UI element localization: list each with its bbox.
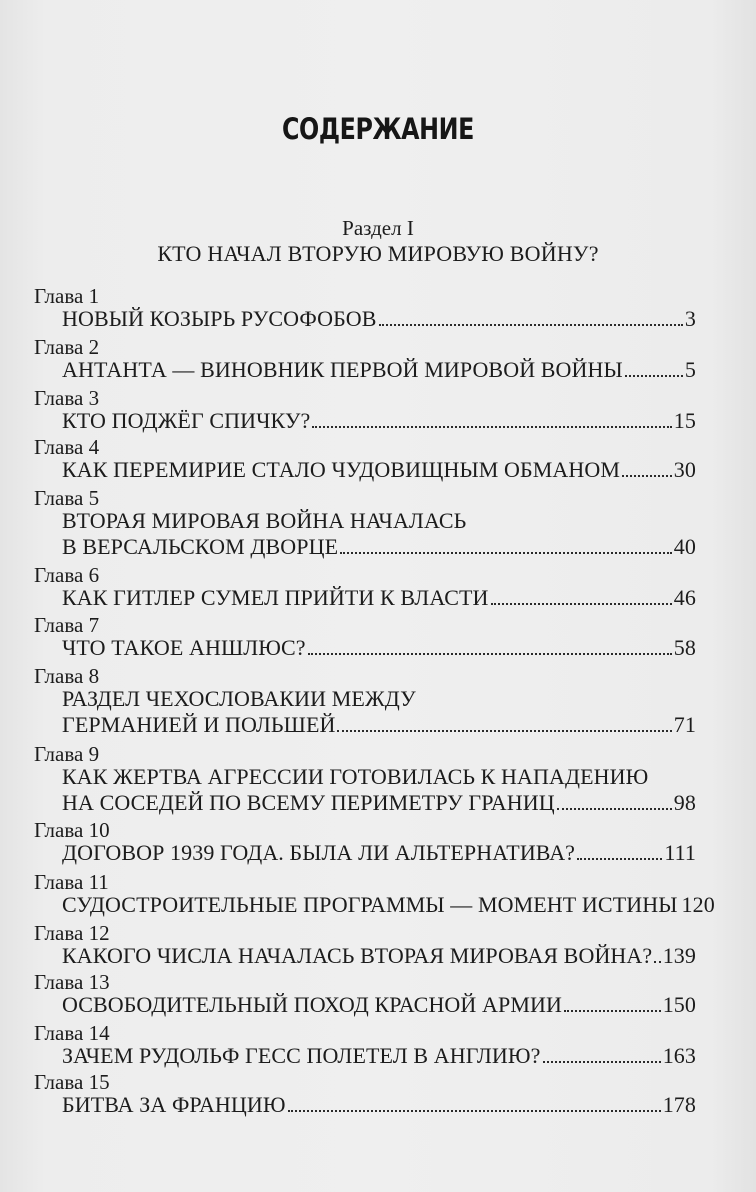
page-number: 40 (673, 534, 696, 559)
toc-entry[interactable] (62, 408, 696, 434)
chapter-label: Глава 9 (34, 742, 100, 766)
chapter-label: Глава 14 (34, 1021, 110, 1045)
page-number: 5 (684, 357, 696, 382)
chapter-title: КТО ПОДЖЁГ СПИЧКУ? (62, 408, 311, 433)
chapter-title: КАК ЖЕРТВА АГРЕССИИ ГОТОВИЛАСЬ К НАПАДЕНИЮ (62, 764, 649, 789)
page-number: 15 (673, 408, 696, 433)
toc-entry[interactable] (62, 1043, 696, 1069)
chapter-title: НОВЫЙ КОЗЫРЬ РУСОФОБОВ (62, 306, 377, 331)
chapter-title: КАК ПЕРЕМИРИЕ СТАЛО ЧУДОВИЩНЫМ ОБМАНОМ (62, 457, 620, 482)
chapter-title: ВТОРАЯ МИРОВАЯ ВОЙНА НАЧАЛАСЬ (62, 508, 467, 533)
dot-leader (312, 425, 671, 428)
toc-entry[interactable] (62, 508, 696, 560)
chapter-title: ЧТО ТАКОЕ АНШЛЮС? (62, 635, 306, 660)
dot-leader (622, 474, 672, 477)
chapter-title: РАЗДЕЛ ЧЕХОСЛОВАКИИ МЕЖДУ (62, 686, 416, 711)
toc-entry[interactable] (62, 892, 715, 918)
toc-entry[interactable] (62, 1092, 696, 1118)
toc-entry[interactable] (62, 457, 696, 483)
toc-entry[interactable] (62, 635, 696, 661)
chapter-label: Глава 3 (34, 386, 100, 410)
page-number: 163 (662, 1043, 696, 1068)
dot-leader (337, 729, 671, 732)
toc-entry[interactable] (62, 992, 696, 1018)
toc-entry[interactable] (62, 306, 696, 332)
chapter-title: КАКОГО ЧИСЛА НАЧАЛАСЬ ВТОРАЯ МИРОВАЯ ВОЙНА? (62, 943, 653, 968)
chapter-label: Глава 5 (34, 486, 100, 510)
chapter-title: СУДОСТРОИТЕЛЬНЫЕ ПРОГРАММЫ — МОМЕНТ ИСТИНЫ (62, 892, 678, 917)
toc-entry[interactable] (62, 357, 696, 383)
page-number: 58 (673, 635, 696, 660)
page-number: 3 (684, 306, 696, 331)
chapter-label: Глава 11 (34, 870, 109, 894)
toc-entry[interactable] (62, 840, 696, 866)
chapter-title: ЗАЧЕМ РУДОЛЬФ ГЕСС ПОЛЕТЕЛ В АНГЛИЮ? (62, 1043, 541, 1068)
section-label: Раздел I (342, 216, 414, 240)
page-number: 30 (673, 457, 696, 482)
chapter-label: Глава 7 (34, 613, 100, 637)
chapter-title: ОСВОБОДИТЕЛЬНЫЙ ПОХОД КРАСНОЙ АРМИИ (62, 992, 562, 1017)
page-number: 98 (673, 790, 696, 815)
chapter-label: Глава 1 (34, 284, 100, 308)
chapter-label: Глава 13 (34, 970, 110, 994)
chapter-label: Глава 8 (34, 664, 100, 688)
dot-leader (654, 960, 660, 963)
dot-leader (308, 652, 672, 655)
dot-leader (564, 1009, 661, 1012)
chapter-label: Глава 15 (34, 1070, 110, 1094)
chapter-title: В ВЕРСАЛЬСКОМ ДВОРЦЕ (62, 534, 339, 559)
dot-leader (577, 857, 662, 860)
dot-leader (557, 807, 672, 810)
toc-entry[interactable] (62, 943, 696, 969)
chapter-label: Глава 2 (34, 335, 100, 359)
page-number: 120 (681, 892, 715, 917)
toc-entry[interactable] (62, 686, 696, 738)
page-number: 150 (662, 992, 696, 1017)
dot-leader (491, 602, 672, 605)
page-number: 178 (662, 1092, 696, 1117)
section-title: КТО НАЧАЛ ВТОРУЮ МИРОВУЮ ВОЙНУ? (157, 241, 599, 266)
page-number: 71 (673, 712, 696, 737)
chapter-label: Глава 12 (34, 921, 110, 945)
dot-leader (340, 551, 672, 554)
dot-leader (625, 374, 683, 377)
chapter-label: Глава 10 (34, 818, 110, 842)
page-title: СОДЕРЖАНИЕ (282, 112, 474, 146)
page-number: 139 (662, 943, 696, 968)
chapter-title: ГЕРМАНИЕЙ И ПОЛЬШЕЙ (62, 712, 336, 737)
chapter-label: Глава 4 (34, 435, 100, 459)
dot-leader (379, 323, 683, 326)
chapter-title: АНТАНТА — ВИНОВНИК ПЕРВОЙ МИРОВОЙ ВОЙНЫ (62, 357, 623, 382)
chapter-title: БИТВА ЗА ФРАНЦИЮ (62, 1092, 286, 1117)
chapter-title: ДОГОВОР 1939 ГОДА. БЫЛА ЛИ АЛЬТЕРНАТИВА? (62, 840, 576, 865)
chapter-label: Глава 6 (34, 563, 100, 587)
page-number: 46 (673, 585, 696, 610)
dot-leader (543, 1060, 661, 1063)
dot-leader (288, 1109, 661, 1112)
chapter-title: НА СОСЕДЕЙ ПО ВСЕМУ ПЕРИМЕТРУ ГРАНИЦ (62, 790, 555, 815)
chapter-title: КАК ГИТЛЕР СУМЕЛ ПРИЙТИ К ВЛАСТИ (62, 585, 489, 610)
toc-entry[interactable] (62, 764, 696, 816)
toc-entry[interactable] (62, 585, 696, 611)
page-number: 111 (664, 840, 696, 865)
